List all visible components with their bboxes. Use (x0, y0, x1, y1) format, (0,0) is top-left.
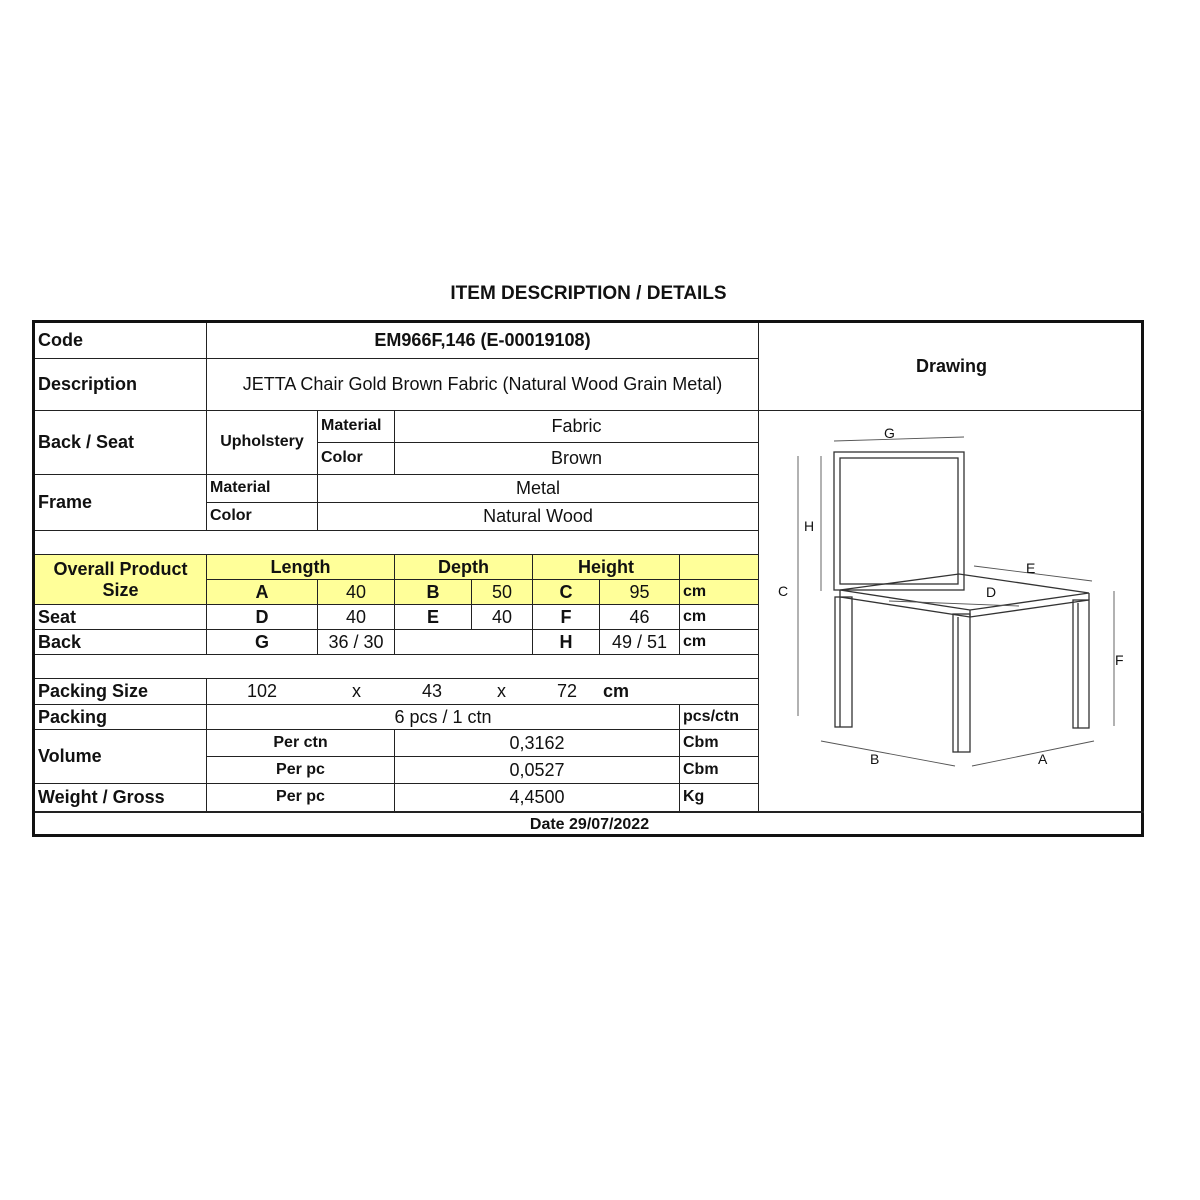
volume-label: Volume (35, 730, 207, 784)
dim-f-value: 46 (600, 605, 680, 630)
back-label: Back (35, 630, 207, 655)
dim-f-label: F (533, 605, 600, 630)
back-unit: cm (680, 630, 759, 655)
drawing-label-c: C (778, 583, 789, 599)
frame-color-label: Color (207, 503, 318, 531)
drawing-title: Drawing (759, 323, 1144, 411)
chair-leg-back-left (835, 597, 852, 727)
description-label: Description (35, 359, 207, 411)
code-label: Code (35, 323, 207, 359)
volume-per-pc-value: 0,0527 (395, 757, 680, 784)
overall-size-line2: Size (102, 579, 139, 600)
volume-per-ctn-unit: Cbm (680, 730, 759, 757)
back-empty (395, 630, 533, 655)
dim-d-label: D (207, 605, 318, 630)
dim-a-label: A (207, 580, 318, 605)
dim-g-value: 36 / 30 (318, 630, 395, 655)
seat-label: Seat (35, 605, 207, 630)
height-header: Height (533, 555, 680, 580)
overall-unit: cm (680, 580, 759, 605)
spec-sheet (32, 320, 1144, 837)
weight-label: Weight / Gross (35, 784, 207, 812)
packing-size-row (207, 679, 759, 705)
packing-size-label: Packing Size (35, 679, 207, 705)
drawing-area (759, 411, 1144, 812)
frame-color-value: Natural Wood (318, 503, 759, 531)
dim-e-value: 40 (472, 605, 533, 630)
dim-h-value: 49 / 51 (600, 630, 680, 655)
dim-c-label: C (533, 580, 600, 605)
volume-per-pc-unit: Cbm (680, 757, 759, 784)
back-seat-color-label: Color (318, 443, 395, 475)
packing-value: 6 pcs / 1 ctn (207, 705, 680, 730)
weight-unit: Kg (680, 784, 759, 812)
volume-per-ctn-label: Per ctn (207, 730, 395, 757)
chair-leg-front-left (953, 614, 970, 752)
back-seat-label: Back / Seat (35, 411, 207, 475)
weight-value: 4,4500 (395, 784, 680, 812)
drawing-label-h: H (804, 518, 815, 534)
spacer-row (35, 531, 759, 555)
packing-x1: x (352, 681, 361, 702)
date-footer: Date 29/07/2022 (35, 812, 1144, 837)
back-seat-material-label: Material (318, 411, 395, 443)
chair-backrest (834, 452, 964, 590)
drawing-label-b: B (870, 751, 880, 767)
description-value: JETTA Chair Gold Brown Fabric (Natural Wood Grain Metal) (207, 359, 759, 411)
back-seat-color-value: Brown (395, 443, 759, 475)
dim-c-value: 95 (600, 580, 680, 605)
weight-per-pc-label: Per pc (207, 784, 395, 812)
dim-e-label: E (395, 605, 472, 630)
spacer-row-2 (35, 655, 759, 679)
seat-unit: cm (680, 605, 759, 630)
volume-per-ctn-value: 0,3162 (395, 730, 680, 757)
dim-h-label: H (533, 630, 600, 655)
packing-width: 43 (422, 681, 443, 702)
overall-size-line1: Overall Product (53, 558, 188, 579)
dim-b-value: 50 (472, 580, 533, 605)
drawing-label-a: A (1038, 751, 1048, 767)
packing-label: Packing (35, 705, 207, 730)
packing-height: 72 (557, 681, 578, 702)
back-seat-material-value: Fabric (395, 411, 759, 443)
code-value: EM966F,146 (E-00019108) (207, 323, 759, 359)
overall-size-label (35, 555, 207, 605)
packing-x2: x (497, 681, 506, 702)
drawing-label-e: E (1026, 560, 1036, 576)
dim-d-value: 40 (318, 605, 395, 630)
depth-header: Depth (395, 555, 533, 580)
frame-material-value: Metal (318, 475, 759, 503)
drawing-label-d: D (986, 584, 997, 600)
volume-per-pc-label: Per pc (207, 757, 395, 784)
packing-size-unit: cm (603, 681, 630, 702)
length-header: Length (207, 555, 395, 580)
dim-g-label: G (207, 630, 318, 655)
chair-leg-front-right (1073, 600, 1089, 728)
sheet-title: ITEM DESCRIPTION / DETAILS (450, 283, 727, 304)
drawing-label-f: F (1115, 652, 1124, 668)
dim-a-value: 40 (318, 580, 395, 605)
chair-drawing (759, 411, 1144, 811)
upholstery-label: Upholstery (207, 411, 318, 475)
frame-material-label: Material (207, 475, 318, 503)
packing-length: 102 (247, 681, 278, 702)
dim-b-label: B (395, 580, 472, 605)
unit-header-empty (680, 555, 759, 580)
frame-label: Frame (35, 475, 207, 531)
drawing-label-g: G (884, 425, 895, 441)
packing-unit: pcs/ctn (680, 705, 759, 730)
